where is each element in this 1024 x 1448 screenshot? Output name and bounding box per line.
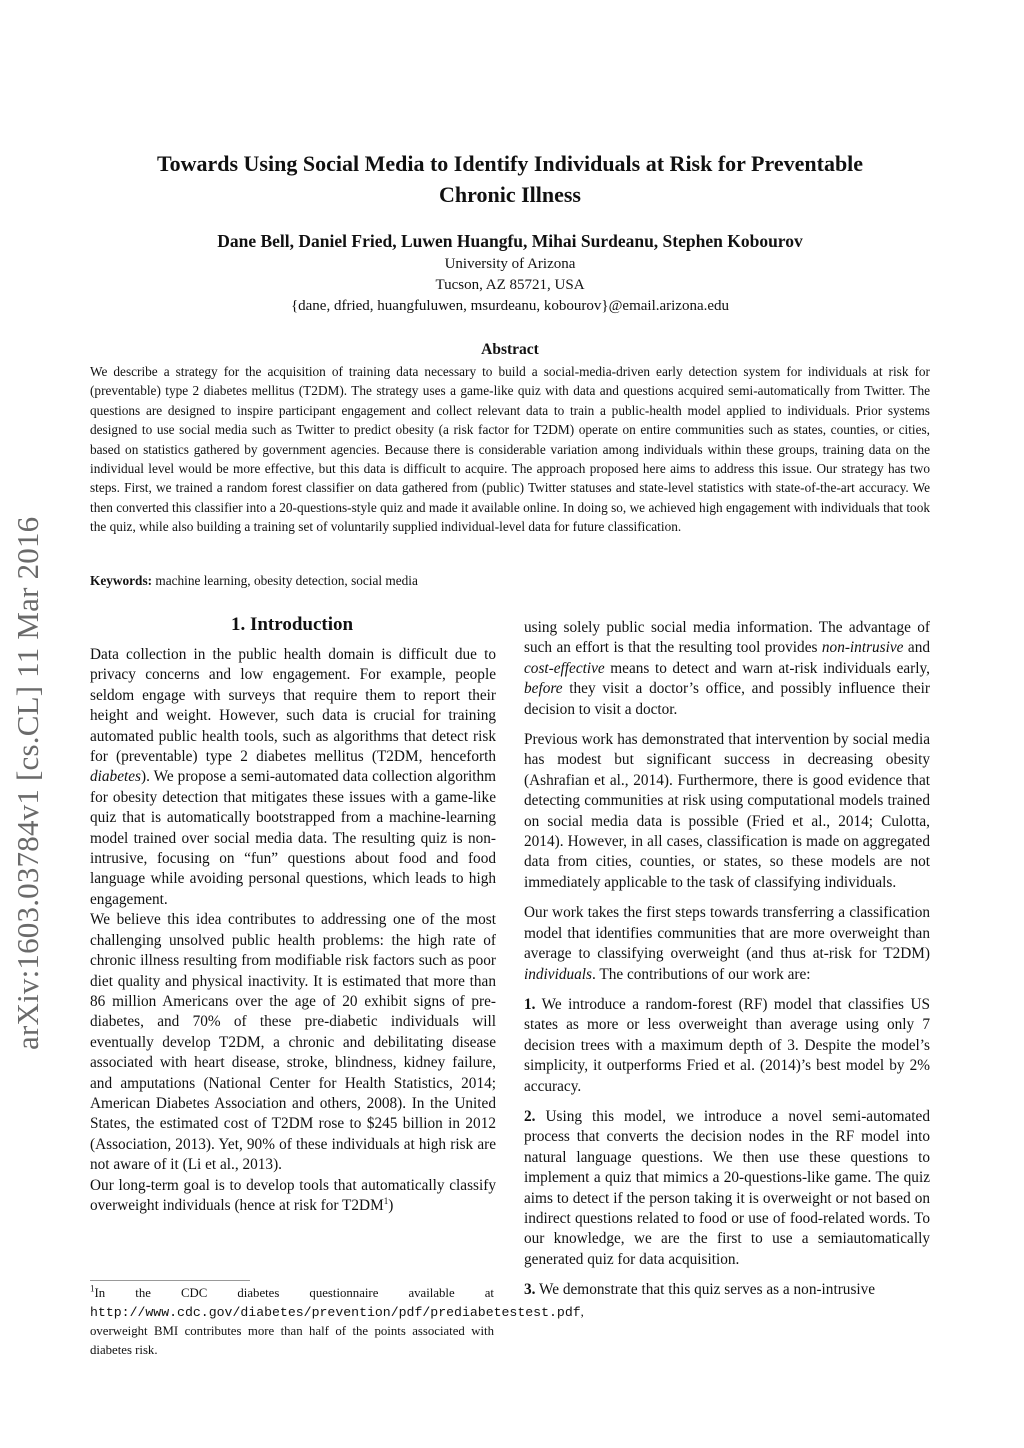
intro-paragraph-3: Our long-term goal is to develop tools that automatically classify overweight individuals (hence at risk for $T2DM^1$) (90, 1176, 496, 1214)
keywords-list: machine learning, obesity detection, social media (155, 573, 418, 588)
right-column (524, 618, 930, 1301)
arxiv-stamp: arXiv:1603.03784v1 [cs.CL] 11 Mar 2016 (10, 516, 45, 1050)
contribution-2: 2. Using this model, we introduce a novel semi-automated process that converts the decision nodes in the RF model into natural language questions. We then use these questions to implement a quiz that mimics a 20-questions-like game. The quiz aims to detect if the person taking it is overweight or not based on indirect questions related to food or use of food-related words. To our knowledge, we are the first to use a semiautomatically generated quiz for data acquisition. (524, 1107, 930, 1268)
paper-title (90, 148, 930, 210)
right-paragraph-3: Our work takes the first steps towards transferring a classification model that identifies communities that are more overweight than average to classifying overweight (and thus at-risk for T2DM) individuals. The contributions of our work are: (524, 904, 930, 983)
keywords-label: Keywords: (90, 573, 153, 588)
footnote-mark: 1 (90, 1283, 95, 1294)
footnote-ref: 1 (383, 1195, 389, 1206)
abstract-heading: Abstract (481, 341, 539, 358)
right-paragraph-1: using solely public social media information. The advantage of such an effort is that the resulting tool provides non-intrusive and cost-effective means to detect and warn at-risk individuals early, before they visit a doctor’s office, and possibly influence their decision to visit a doctor. (524, 619, 930, 718)
right-paragraph-2: Previous work has demonstrated that intervention by social media has modest but significant success in decreasing obesity (Ashrafian et al., 2014). Furthermore, there is good evidence that detecting communities at risk using computational models trained on social media data is possible (Fried et al., 2014; Culotta, 2014). However, in all cases, classification is made on aggregated data from cities, counties, or states, so these models are not immediately applicable to the task of classifying individuals. (524, 731, 930, 891)
university: University of Arizona (444, 256, 576, 272)
title-line-1: Towards Using Social Media to Identify Individuals at Risk for Preventable (156, 151, 864, 176)
emails: {dane, dfried, huangfuluwen, msurdeanu, kobourov}@email.arizona.edu (290, 298, 730, 314)
section-heading: 1. Introduction (230, 614, 354, 635)
contribution-3: 3. We demonstrate that this quiz serves as a non-intrusive (524, 1281, 876, 1299)
left-column (90, 645, 496, 1216)
footnote-url[interactable]: http://www.cdc.gov/diabetes/prevention/pdf/prediabetestest.pdf (90, 1305, 581, 1320)
authors: Dane Bell, Daniel Fried, Luwen Huangfu, Mihai Surdeanu, Stephen Kobourov (217, 231, 803, 251)
intro-paragraph-1: Data collection in the public health domain is difficult due to privacy concerns and low engagement. For example, people seldom engage with surveys that require them to report their height and weight. However, such data is crucial for training automated public health tools, such as algorithms that detect risk for (preventable) type 2 diabetes mellitus (T2DM, henceforth diabetes). We propose a semi-automated data collection algorithm for obesity detection that mitigates these issues with a game-like quiz that is automatically bootstrapped from a machine-learning model trained over social media data. The resulting quiz is non-intrusive, focusing on “fun” questions about food and food language while avoiding personal questions, which leads to high engagement. (90, 646, 496, 908)
title-line-2: Chronic Illness (438, 182, 581, 207)
contribution-1: 1. We introduce a random-forest (RF) model that classifies US states as more or less overweight than average using only 7 decision trees with a maximum depth of 3. Despite the model’s simplicity, it outperforms Fried et al. (2014)’s best model by 2% accuracy. (524, 995, 930, 1095)
location: Tucson, AZ 85721, USA (435, 277, 585, 293)
abstract-text: We describe a strategy for the acquisition of training data necessary to build a social-media-driven early detection system for individuals at risk for (preventable) type 2 diabetes mellitus (T2DM). The strategy uses a game-like quiz with data and questions acquired semi-automatically from Twitter. The questions are designed to inspire participant engagement and collect relevant data to train a public-health model applied to individuals. Prior systems designed to use social media such as Twitter to predict obesity (a risk factor for T2DM) operate on entire communities such as states, counties, or cities, based on statistics gathered by government agencies. Because there is considerable variation among individuals within these groups, training data on the individual level would be more effective, but this data is difficult to acquire. The approach proposed here aims to address this issue. Our strategy has two steps. First, we trained a random forest classifier on data gathered from (public) Twitter statuses and state-level statistics with state-of-the-art accuracy. We then converted this classifier into a 20-questions-style quiz and made it available online. In doing so, we achieved high engagement with individuals that took the quiz, while also building a training set of voluntarily supplied individual-level data for future classification. (90, 364, 930, 535)
footnote: $^1$In the CDC diabetes questionnaire available at http://www.cdc.gov/diabetes/prevention/pdf/prediabetestest.pdf, overweight BMI contributes more than half of the points associated with diabetes risk. (90, 1283, 584, 1357)
intro-paragraph-2: We believe this idea contributes to addressing one of the most challenging unsolved public health problems: the high rate of chronic illness resulting from modifiable risk factors such as poor diet quality and physical inactivity. It is estimated that more than 86 million Americans over the age of 20 exhibit signs of pre-diabetes, and 70% of these pre-diabetic individuals will eventually develop T2DM, a chronic and debilitating disease associated with heart disease, stroke, blindness, kidney failure, and amputations (National Center for Health Statistics, 2014; American Diabetes Association and others, 2008). In the United States, the estimated cost of T2DM rose to $245 billion in 2012 (Association, 2013). Yet, 90% of these individuals at high risk are not aware of it (Li et al., 2013). (90, 911, 496, 1174)
keywords (90, 571, 930, 590)
footnote-divider (90, 1280, 250, 1281)
